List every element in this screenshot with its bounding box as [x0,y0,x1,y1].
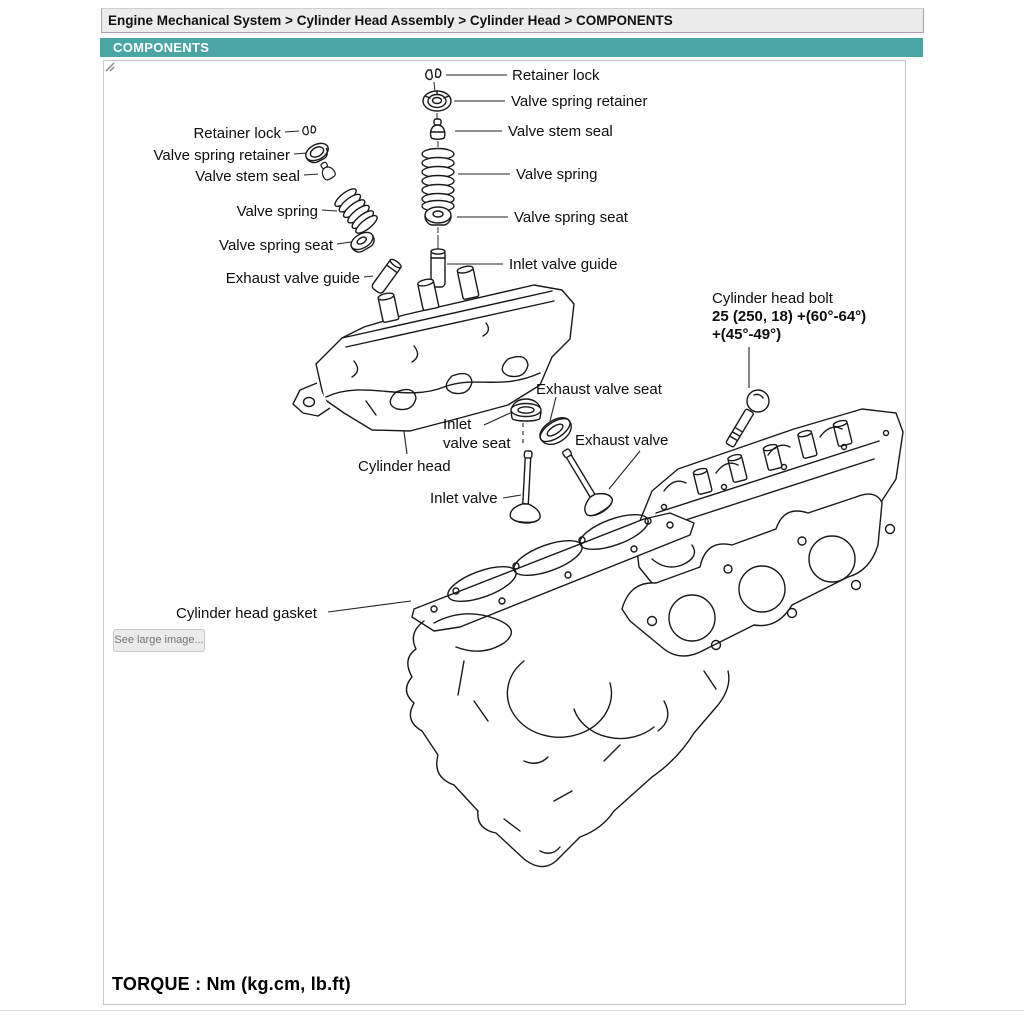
label-valve-spring-seat-left: Valve spring seat [219,237,333,254]
valve-spring-retainer-drawing-left [303,140,332,166]
retainer-lock-drawing-left [303,126,316,135]
valve-stem-seal-drawing-center [431,119,445,139]
section-header-title: COMPONENTS [113,40,210,55]
torque-units-note: TORQUE : Nm (kg.cm, lb.ft) [112,974,351,994]
label-valve-stem-seal-center: Valve stem seal [508,123,613,140]
retainer-lock-drawing-center [426,69,441,79]
cylinder-head-bolt-drawing [726,390,769,447]
label-exhaust-valve-seat: Exhaust valve seat [536,381,662,398]
label-valve-stem-seal-left: Valve stem seal [195,168,300,185]
label-valve-spring-center: Valve spring [516,166,598,183]
valve-spring-retainer-drawing-center [423,91,451,111]
section-header-components [100,38,923,57]
resize-grip-icon[interactable] [104,61,115,72]
label-valve-spring-seat-center: Valve spring seat [514,209,628,226]
label-valve-spring-retainer-center: Valve spring retainer [511,93,648,110]
valve-spring-drawing-center [422,149,454,212]
label-cylinder-head-bolt-torque-1: 25 (250, 18) +(60°-64°) [712,308,867,325]
diagram-panel [103,60,906,1005]
label-cylinder-head-gasket: Cylinder head gasket [176,605,317,622]
label-exhaust-valve: Exhaust valve [575,432,669,449]
label-cylinder-head-bolt-torque-2: +(45°-49°) [712,326,782,343]
exhaust-valve-drawing [553,442,616,519]
label-cylinder-head-bolt: Cylinder head bolt [712,290,833,307]
label-retainer-lock-center: Retainer lock [512,67,600,84]
label-cylinder-head: Cylinder head [358,458,451,475]
valve-spring-seat-drawing-center [425,207,451,225]
see-large-image-button[interactable]: See large image... [113,629,205,652]
breadcrumb [101,8,924,33]
label-valve-spring-retainer-left: Valve spring retainer [153,147,290,164]
valve-spring-drawing-left [332,186,379,236]
breadcrumb-text: Engine Mechanical System > Cylinder Head Assembly > Cylinder Head > COMPONENTS [108,13,673,28]
label-inlet-valve: Inlet valve [430,490,498,507]
exhaust-valve-seat-drawing [536,413,576,450]
valve-stem-seal-drawing-left [317,160,336,181]
page-bottom-divider [0,1010,1024,1011]
exhaust-valve-guide-drawing-left [371,258,403,295]
label-exhaust-valve-guide: Exhaust valve guide [225,270,360,287]
valve-spring-seat-drawing-left [348,229,377,255]
inlet-valve-seat-drawing [511,399,541,421]
label-inlet-valve-seat-line2: valve seat [443,435,511,452]
label-valve-spring-left: Valve spring [236,203,318,220]
label-retainer-lock-left: Retainer lock [193,125,281,142]
inlet-valve-drawing [510,450,544,523]
label-inlet-valve-guide: Inlet valve guide [509,256,618,273]
label-inlet-valve-seat-line1: Inlet [443,416,472,433]
exploded-diagram [104,61,905,1002]
